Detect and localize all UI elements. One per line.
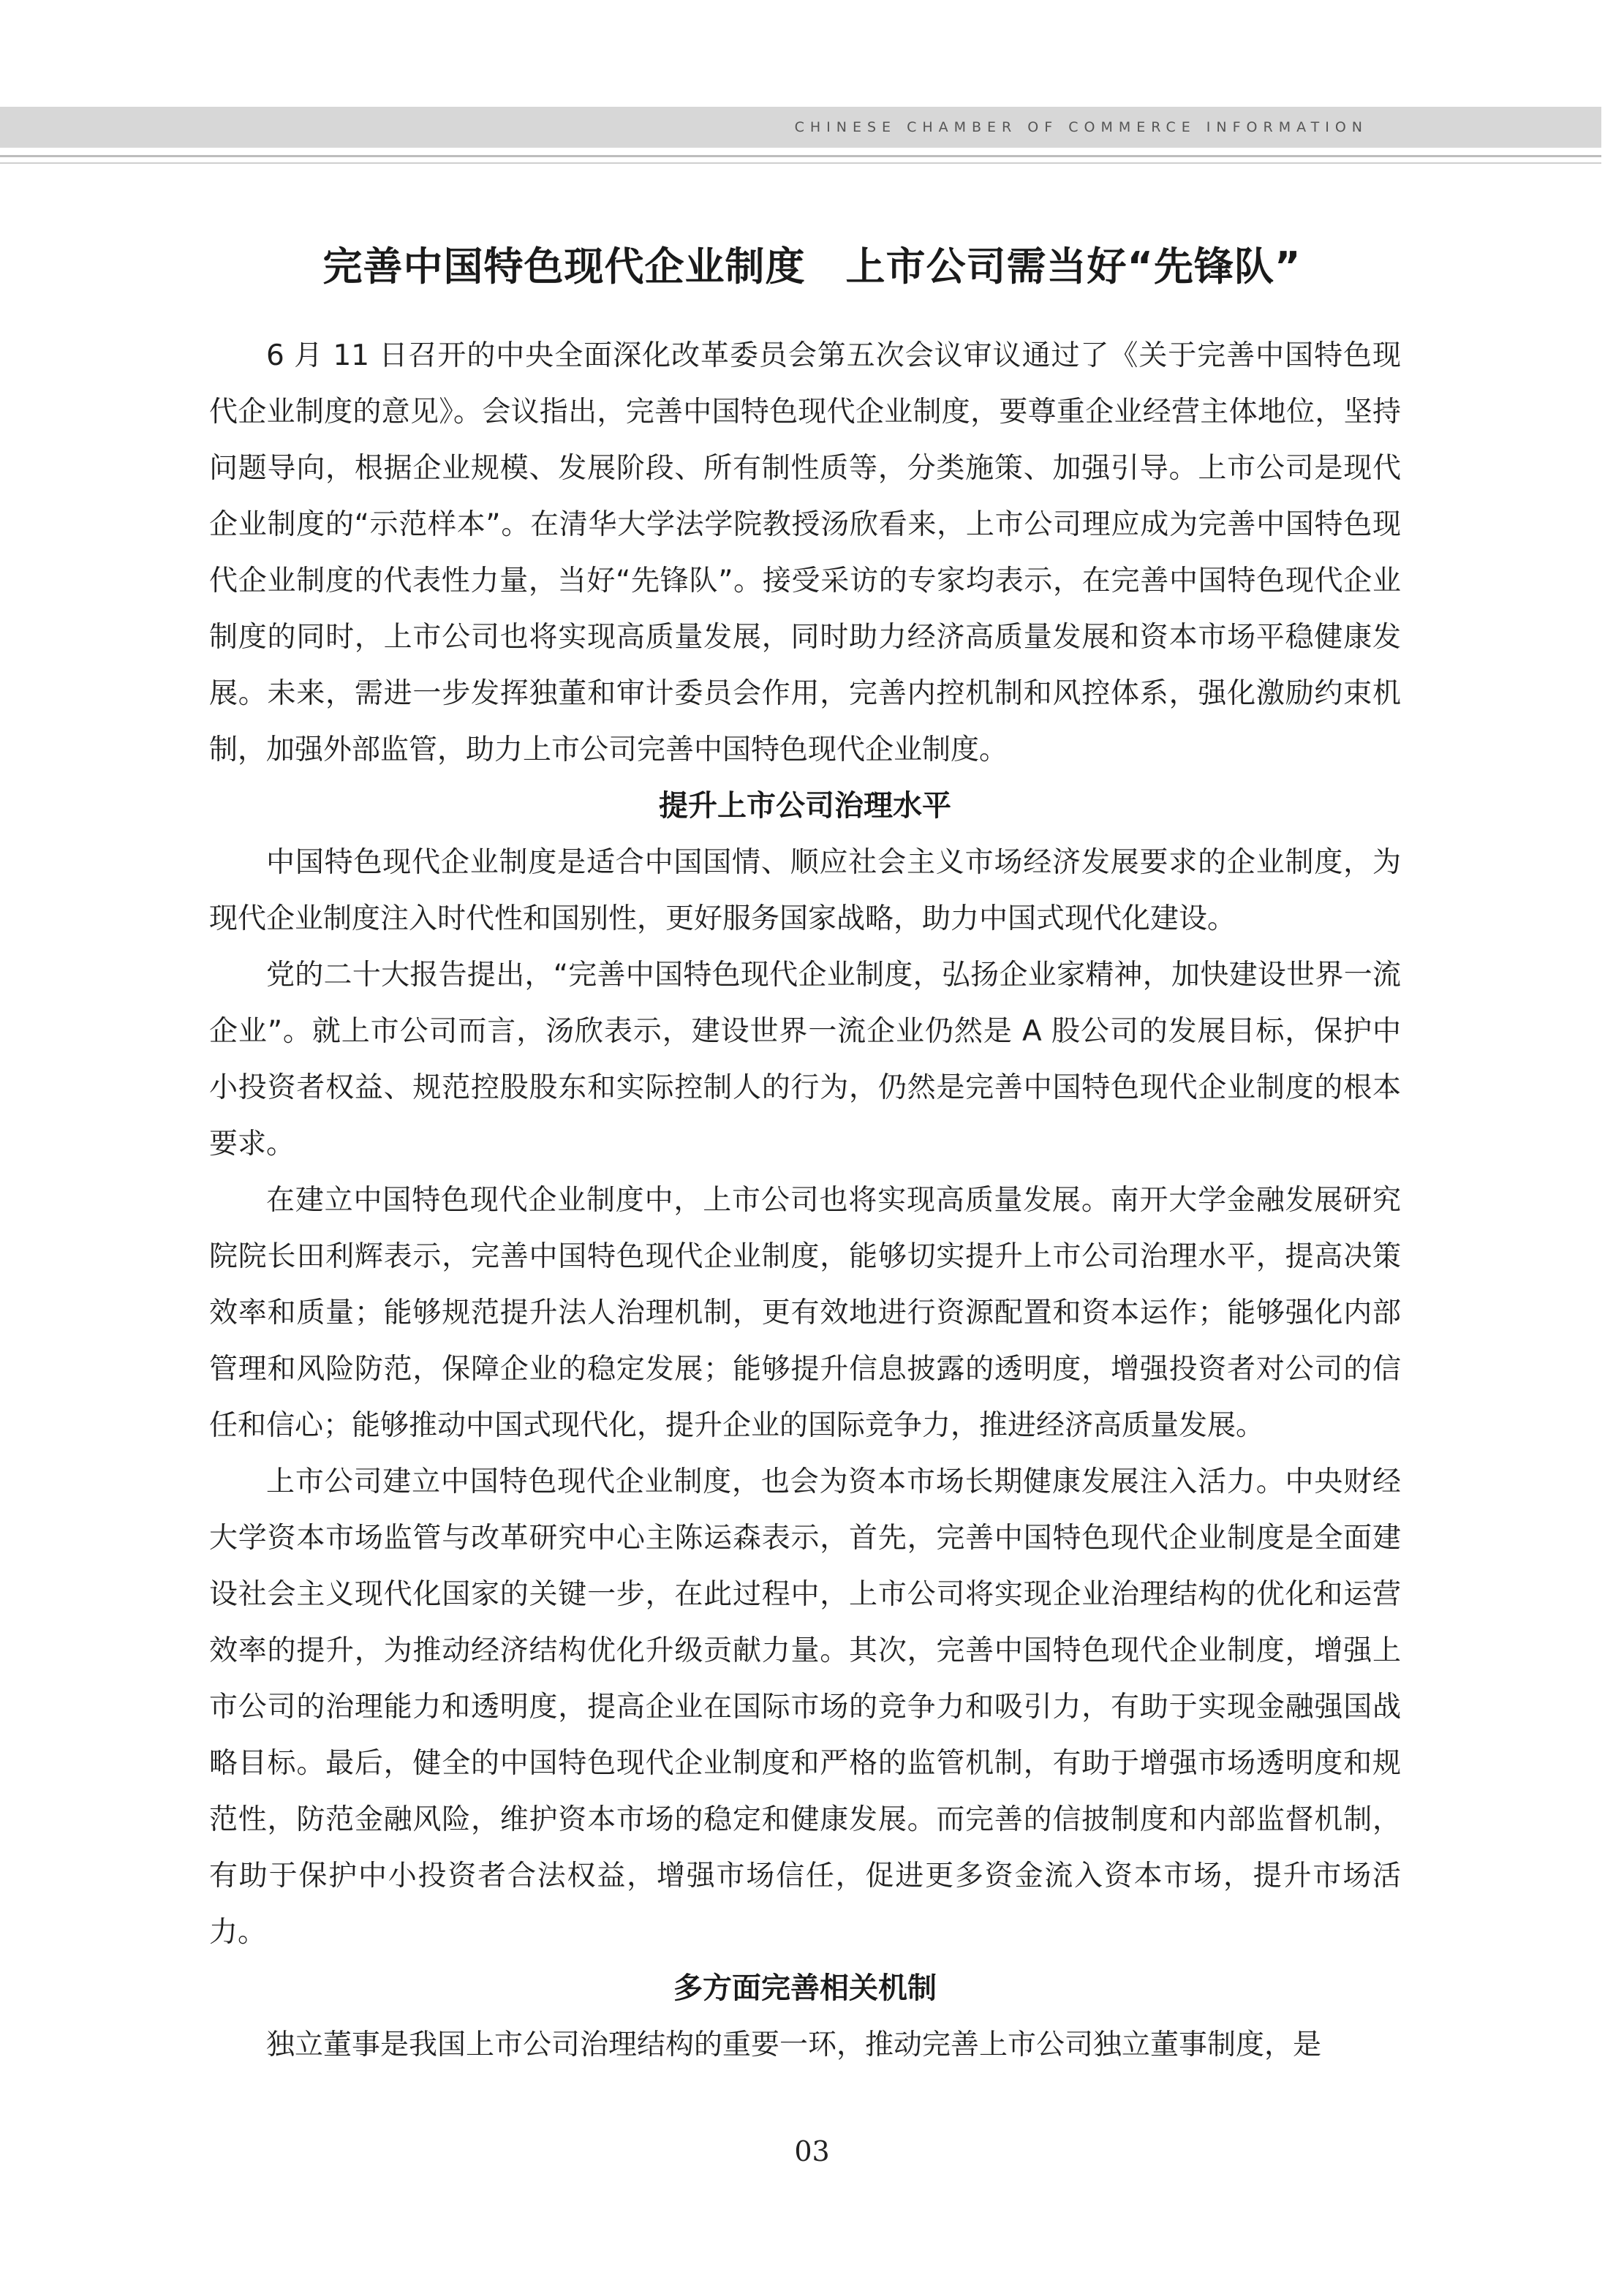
header-rule-thin	[0, 162, 1601, 164]
article-title: 完善中国特色现代企业制度 上市公司需当好“先锋队”	[322, 244, 1302, 290]
intro-paragraph: 6 月 11 日召开的中央全面深化改革委员会第五次会议审议通过了《关于完善中国特色现代企业制度的意见》。会议指出，完善中国特色现代企业制度，要尊重企业经营主体地位，坚持问题导向，根据企业规模、发展阶段、所有制性质等，分类施策、加强引导。上市公司是现代企业制度的“示范样本”。在清华大学法学院教授汤欣看来，上市公司理应成为完善中国特色现代企业制度的代表性力量，当好“先锋队”。接受采访的专家均表示，在完善中国特色现代企业制度的同时，上市公司也将实现高质量发展，同时助力经济高质量发展和资本市场平稳健康发展。未来，需进一步发挥独董和审计委员会作用，完善内控机制和风控体系，强化激励约束机制，加强外部监管，助力上市公司完善中国特色现代企业制度。	[209, 339, 1401, 766]
section-heading-mechanisms: 多方面完善相关机制	[673, 1971, 937, 2005]
paragraph: 独立董事是我国上市公司治理结构的重要一环，推动完善上市公司独立董事制度，是	[266, 2028, 1322, 2061]
header-rule	[0, 155, 1601, 157]
running-header: CHINESE CHAMBER OF COMMERCE INFORMATION	[794, 119, 1368, 135]
paragraph: 中国特色现代企业制度是适合中国国情、顺应社会主义市场经济发展要求的企业制度，为现代企业制度注入时代性和国别性，更好服务国家战略，助力中国式现代化建设。	[209, 846, 1401, 935]
paragraph: 上市公司建立中国特色现代企业制度，也会为资本市场长期健康发展注入活力。中央财经大学资本市场监管与改革研究中心主陈运森表示，首先，完善中国特色现代企业制度是全面建设社会主义现代化国家的关键一步，在此过程中，上市公司将实现企业治理结构的优化和运营效率的提升，为推动经济结构优化升级贡献力量。其次，完善中国特色现代企业制度，增强上市公司的治理能力和透明度，提高企业在国际市场的竞争力和吸引力，有助于实现金融强国战略目标。最后，健全的中国特色现代企业制度和严格的监管机制，有助于增强市场透明度和规范性，防范金融风险，维护资本市场的稳定和健康发展。而完善的信披制度和内部监督机制，有助于保护中小投资者合法权益，增强市场信任，促进更多资金流入资本市场，提升市场活力。	[209, 1465, 1401, 1949]
section-heading-governance: 提升上市公司治理水平	[659, 789, 951, 823]
article-body	[209, 328, 1401, 2073]
page-number: 03	[794, 2135, 830, 2167]
paragraph: 在建立中国特色现代企业制度中，上市公司也将实现高质量发展。南开大学金融发展研究院院长田利辉表示，完善中国特色现代企业制度，能够切实提升上市公司治理水平，提高决策效率和质量；能够规范提升法人治理机制，更有效地进行资源配置和资本运作；能够强化内部管理和风险防范，保障企业的稳定发展；能够提升信息披露的透明度，增强投资者对公司的信任和信心；能够推动中国式现代化，提升企业的国际竞争力，推进经济高质量发展。	[209, 1184, 1401, 1442]
paragraph: 党的二十大报告提出，“完善中国特色现代企业制度，弘扬企业家精神，加快建设世界一流企业”。就上市公司而言，汤欣表示，建设世界一流企业仍然是 A 股公司的发展目标，保护中小投资者权益、规范控股股东和实际控制人的行为，仍然是完善中国特色现代企业制度的根本要求。	[209, 959, 1401, 1160]
